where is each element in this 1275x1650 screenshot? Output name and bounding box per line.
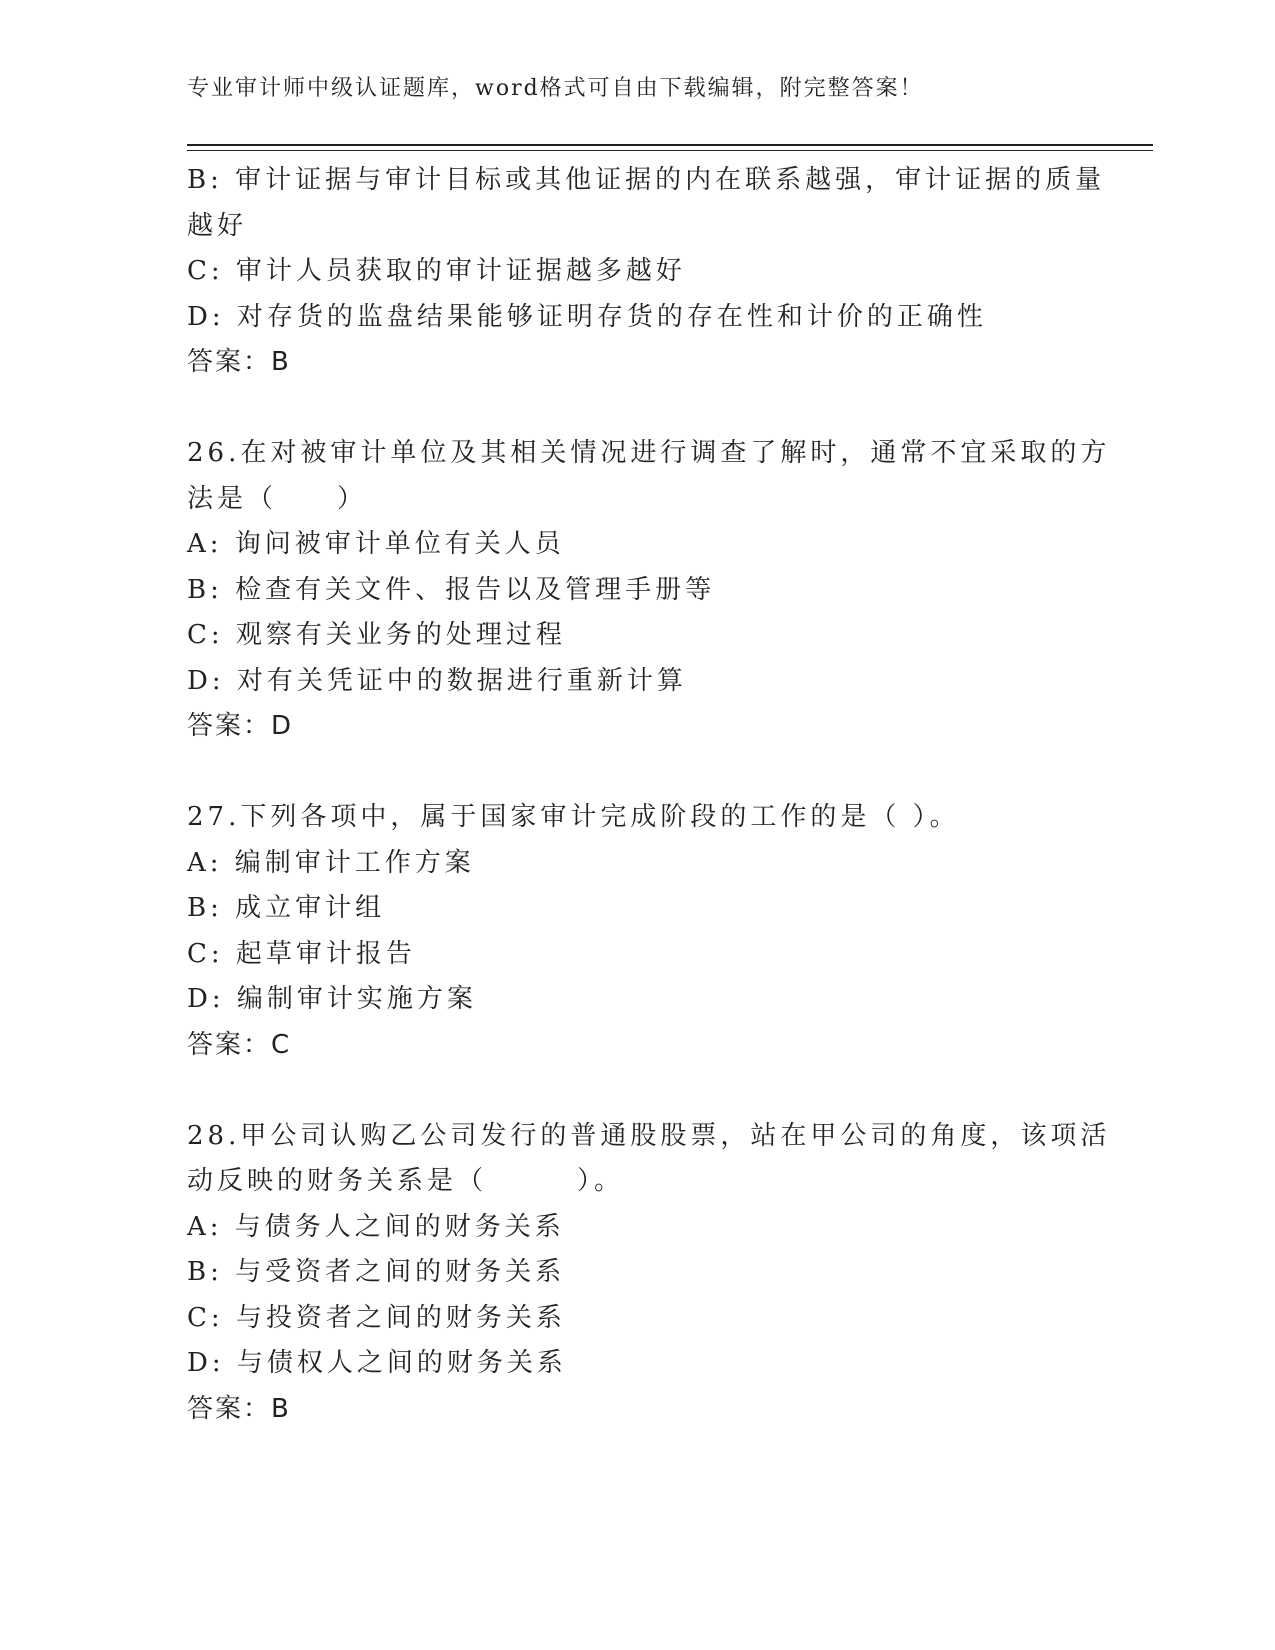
header-divider bbox=[187, 144, 1153, 146]
question-text-continued: 动反映的财务关系是（ ）。 bbox=[187, 1166, 625, 1196]
option-d: D: 对有关凭证中的数据进行重新计算 bbox=[187, 665, 687, 696]
option-b: B: 与受资者之间的财务关系 bbox=[187, 1257, 566, 1287]
question-text: 26.在对被审计单位及其相关情况进行调查了解时，通常不宜采取的方 bbox=[187, 438, 1111, 468]
question-text: 28.甲公司认购乙公司发行的普通股股票，站在甲公司的角度，该项活 bbox=[187, 1120, 1111, 1151]
option-c: C: 观察有关业务的处理过程 bbox=[187, 620, 566, 650]
option-a: A: 与债务人之间的财务关系 bbox=[187, 1211, 565, 1242]
option-d: D: 编制审计实施方案 bbox=[187, 984, 477, 1014]
question-text-continued: 法是（ ） bbox=[187, 483, 368, 514]
question-item bbox=[187, 1114, 1111, 1433]
spacer bbox=[187, 750, 1087, 796]
question-item bbox=[187, 158, 1106, 386]
answer-line: 答案：C bbox=[187, 1029, 292, 1060]
option-b-continued: 越好 bbox=[187, 210, 248, 241]
answer-line: 答案：B bbox=[187, 1393, 291, 1424]
option-a: A: 询问被审计单位有关人员 bbox=[187, 529, 565, 559]
question-item bbox=[187, 795, 1087, 1068]
question-item bbox=[187, 431, 1111, 750]
option-c: C: 审计人员获取的审计证据越多越好 bbox=[187, 256, 686, 286]
question-list bbox=[187, 158, 1111, 1432]
option-d: D: 与债权人之间的财务关系 bbox=[187, 1348, 567, 1378]
question-text: 27.下列各项中，属于国家审计完成阶段的工作的是（ ）。 bbox=[187, 802, 960, 832]
option-b: B: 检查有关文件、报告以及管理手册等 bbox=[187, 574, 716, 605]
page-header: 专业审计师中级认证题库，word格式可自由下载编辑，附完整答案！ bbox=[187, 76, 924, 101]
answer-line: 答案：D bbox=[187, 711, 294, 741]
option-c: C: 与投资者之间的财务关系 bbox=[187, 1302, 566, 1333]
option-b: B: 成立审计组 bbox=[187, 893, 386, 923]
spacer bbox=[187, 386, 1087, 432]
option-b: B: 审计证据与审计目标或其他证据的内在联系越强，审计证据的质量 bbox=[187, 165, 1106, 195]
option-c: C: 起草审计报告 bbox=[187, 938, 416, 969]
option-a: A: 编制审计工作方案 bbox=[187, 847, 475, 878]
header-divider-thin bbox=[187, 150, 1153, 151]
spacer bbox=[187, 1068, 1087, 1114]
option-d: D: 对存货的监盘结果能够证明存货的存在性和计价的正确性 bbox=[187, 301, 987, 332]
answer-line: 答案：B bbox=[187, 347, 291, 377]
